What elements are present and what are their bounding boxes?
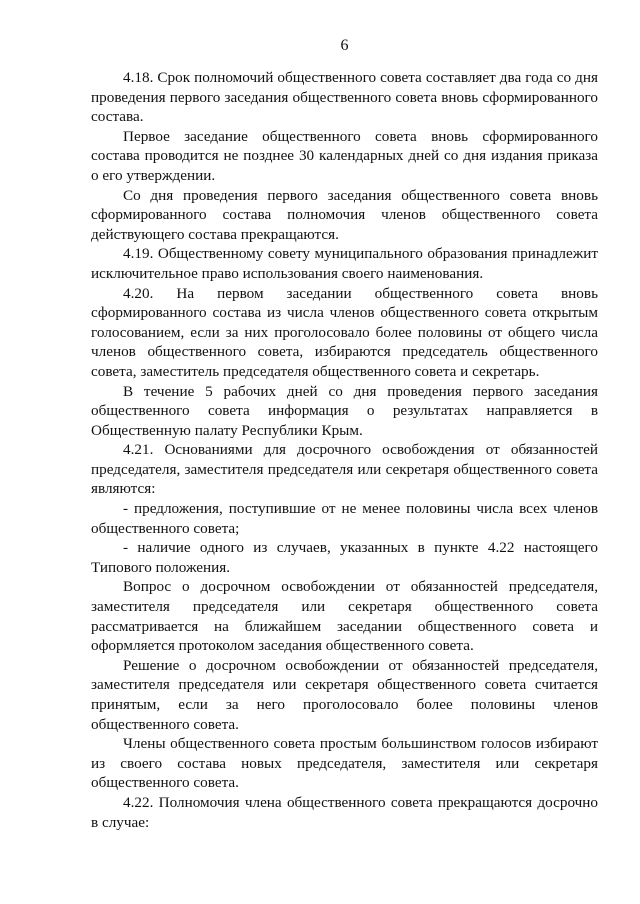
paragraph-election: Члены общественного совета простым большинством голосов избирают из своего состава новых председателя, заместителя или секретаря общественного совета.: [91, 735, 598, 792]
page-number: 6: [340, 37, 349, 54]
list-item-cases: - наличие одного из случаев, указанных в пункте 4.22 настоящего Типового положения.: [91, 539, 598, 576]
paragraph-4-21: 4.21. Основаниями для досрочного освобождения от обязанностей председателя, заместителя председателя или секретаря общественного совета являются:: [91, 441, 598, 498]
paragraph-4-20: 4.20. На первом заседании общественного совета вновь сформированного состава из числа членов общественного совета открытым голосованием, если за них проголосовало более половины от общего числа членов общественного совета, избираются председатель общественного совета, заместитель председателя общественного совета и секретарь.: [91, 284, 598, 380]
list-item-proposals: - предложения, поступившие от не менее половины числа всех членов общественного совета;: [91, 500, 598, 537]
paragraph-powers-end: Со дня проведения первого заседания общественного совета вновь сформированного состава полномочия членов общественного совета действующего состава прекращаются.: [91, 186, 598, 243]
paragraph-question: Вопрос о досрочном освобождении от обязанностей председателя, заместителя председателя или секретаря общественного совета рассматривается на ближайшем заседании общественного совета и оформляется протоколом заседания общественного совета.: [91, 578, 598, 655]
paragraph-notification: В течение 5 рабочих дней со дня проведения первого заседания общественного совета информация о результатах направляется в Общественную палату Республики Крым.: [91, 382, 598, 439]
paragraph-decision: Решение о досрочном освобождении от обязанностей председателя, заместителя председателя или секретаря общественного совета считается принятым, если за него проголосовало более половины членов общественного совета.: [91, 656, 598, 733]
paragraph-first-session: Первое заседание общественного совета вновь сформированного состава проводится не позднее 30 календарных дней со дня издания приказа о его утверждении.: [91, 127, 598, 184]
paragraph-4-18: 4.18. Срок полномочий общественного совета составляет два года со дня проведения первого заседания общественного совета вновь сформированного состава.: [91, 69, 598, 126]
paragraph-4-19: 4.19. Общественному совету муниципального образования принадлежит исключительное право использования своего наименования.: [91, 245, 598, 282]
paragraph-4-22: 4.22. Полномочия члена общественного совета прекращаются досрочно в случае:: [91, 793, 598, 831]
